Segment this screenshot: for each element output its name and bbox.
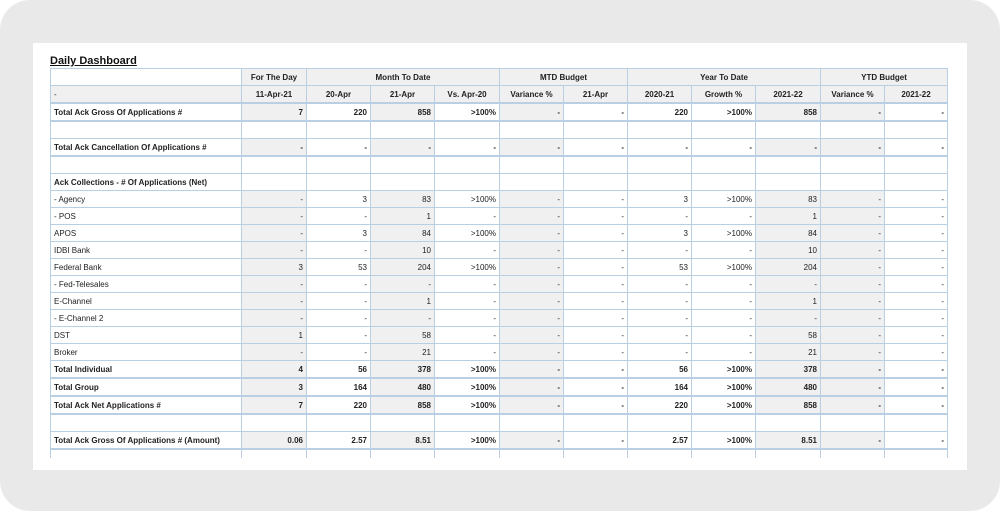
table-cell: 480 xyxy=(371,378,435,396)
table-cell: 84 xyxy=(756,225,821,242)
row-label: Total Individual xyxy=(51,361,242,379)
table-cell: - xyxy=(885,396,948,414)
table-row xyxy=(51,276,948,293)
table-row xyxy=(51,344,948,361)
table-cell: - xyxy=(564,191,628,208)
table-cell: 10 xyxy=(371,242,435,259)
table-cell: - xyxy=(307,344,371,361)
table-cell: - xyxy=(564,208,628,225)
table-cell: - xyxy=(564,276,628,293)
table-cell: - xyxy=(885,139,948,157)
table-cell: 220 xyxy=(628,396,692,414)
table-cell: - xyxy=(500,361,564,379)
table-cell xyxy=(435,156,500,174)
row-label: Broker xyxy=(51,344,242,361)
table-cell: - xyxy=(628,276,692,293)
table-cell: >100% xyxy=(435,361,500,379)
row-label: DST xyxy=(51,327,242,344)
table-cell: 1 xyxy=(371,208,435,225)
table-cell: - xyxy=(500,208,564,225)
table-cell: - xyxy=(628,327,692,344)
table-row xyxy=(51,310,948,327)
table-row xyxy=(51,293,948,310)
table-cell: - xyxy=(564,103,628,121)
table-cell: - xyxy=(564,361,628,379)
table-cell: - xyxy=(885,242,948,259)
table-row xyxy=(51,139,948,157)
table-cell: - xyxy=(435,139,500,157)
table-row xyxy=(51,432,948,450)
table-cell: >100% xyxy=(435,378,500,396)
table-cell xyxy=(435,121,500,139)
column-header: Growth % xyxy=(692,86,756,104)
table-cell: - xyxy=(371,139,435,157)
table-cell: 378 xyxy=(371,361,435,379)
table-cell: - xyxy=(564,432,628,450)
table-cell xyxy=(628,174,692,191)
table-cell: 204 xyxy=(756,259,821,276)
table-cell xyxy=(242,156,307,174)
table-cell: - xyxy=(692,344,756,361)
trailing-row xyxy=(51,449,948,458)
table-cell: - xyxy=(307,310,371,327)
table-cell: 58 xyxy=(371,327,435,344)
table-cell xyxy=(564,174,628,191)
table-row xyxy=(51,208,948,225)
table-cell: - xyxy=(564,139,628,157)
table-cell: - xyxy=(242,344,307,361)
table-cell xyxy=(821,174,885,191)
table-cell xyxy=(371,156,435,174)
table-cell: >100% xyxy=(435,191,500,208)
table-cell: - xyxy=(885,378,948,396)
table-cell: - xyxy=(821,139,885,157)
table-cell: - xyxy=(821,103,885,121)
table-cell: 8.51 xyxy=(756,432,821,450)
table-cell: - xyxy=(821,310,885,327)
table-cell: - xyxy=(435,344,500,361)
table-cell: 56 xyxy=(307,361,371,379)
table-cell: - xyxy=(500,293,564,310)
table-cell: - xyxy=(692,293,756,310)
table-cell: - xyxy=(692,208,756,225)
table-cell: 21 xyxy=(371,344,435,361)
table-cell: - xyxy=(885,191,948,208)
row-label: - Fed-Telesales xyxy=(51,276,242,293)
table-cell: - xyxy=(307,327,371,344)
table-cell: - xyxy=(821,208,885,225)
table-cell: 2.57 xyxy=(628,432,692,450)
table-cell: - xyxy=(500,378,564,396)
table-cell: 164 xyxy=(307,378,371,396)
table-cell: >100% xyxy=(435,432,500,450)
column-header-row xyxy=(51,86,948,104)
table-cell: - xyxy=(756,310,821,327)
table-cell: - xyxy=(307,293,371,310)
table-cell: - xyxy=(500,432,564,450)
table-cell xyxy=(564,449,628,458)
group-header: Month To Date xyxy=(307,69,500,86)
table-cell: - xyxy=(692,276,756,293)
table-cell: - xyxy=(500,191,564,208)
table-row xyxy=(51,396,948,414)
table-cell: - xyxy=(307,208,371,225)
table-cell: - xyxy=(821,344,885,361)
row-label: - E-Channel 2 xyxy=(51,310,242,327)
table-cell: - xyxy=(821,225,885,242)
table-cell xyxy=(500,449,564,458)
table-cell: 378 xyxy=(756,361,821,379)
table-cell: >100% xyxy=(692,396,756,414)
row-label: Federal Bank xyxy=(51,259,242,276)
row-label xyxy=(51,414,242,432)
table-cell: - xyxy=(307,139,371,157)
row-label: Ack Collections - # Of Applications (Net) xyxy=(51,174,242,191)
table-cell: - xyxy=(628,344,692,361)
spacer-row xyxy=(51,121,948,139)
column-header: Variance % xyxy=(500,86,564,104)
table-cell xyxy=(628,449,692,458)
table-cell: 220 xyxy=(307,103,371,121)
table-cell: - xyxy=(371,276,435,293)
column-header: 11-Apr-21 xyxy=(242,86,307,104)
table-cell: - xyxy=(821,276,885,293)
table-cell: 858 xyxy=(371,396,435,414)
table-cell xyxy=(307,414,371,432)
table-cell: 7 xyxy=(242,103,307,121)
table-cell: 53 xyxy=(628,259,692,276)
table-cell xyxy=(821,449,885,458)
group-header-row xyxy=(51,69,948,86)
table-cell: 858 xyxy=(371,103,435,121)
table-cell: 84 xyxy=(371,225,435,242)
group-header: Year To Date xyxy=(628,69,821,86)
table-cell: 3 xyxy=(628,225,692,242)
table-cell: - xyxy=(628,139,692,157)
table-cell: - xyxy=(435,208,500,225)
table-cell: - xyxy=(628,293,692,310)
table-cell xyxy=(885,414,948,432)
table-cell: >100% xyxy=(692,378,756,396)
table-cell: - xyxy=(885,327,948,344)
table-cell xyxy=(307,449,371,458)
row-label: Total Ack Net Applications # xyxy=(51,396,242,414)
table-cell xyxy=(500,174,564,191)
table-cell xyxy=(885,449,948,458)
table-cell xyxy=(885,121,948,139)
table-cell xyxy=(435,174,500,191)
table-cell: - xyxy=(821,259,885,276)
table-row xyxy=(51,174,948,191)
table-cell: 56 xyxy=(628,361,692,379)
table-cell: - xyxy=(564,378,628,396)
table-cell xyxy=(628,156,692,174)
table-cell: - xyxy=(756,276,821,293)
table-cell xyxy=(500,156,564,174)
table-cell: - xyxy=(821,242,885,259)
table-cell xyxy=(371,121,435,139)
table-cell: - xyxy=(564,259,628,276)
table-cell xyxy=(435,449,500,458)
table-cell: - xyxy=(692,327,756,344)
table-cell: - xyxy=(500,276,564,293)
table-cell: 858 xyxy=(756,103,821,121)
table-cell: >100% xyxy=(692,103,756,121)
table-cell: - xyxy=(885,293,948,310)
table-cell: - xyxy=(242,242,307,259)
group-header: MTD Budget xyxy=(500,69,628,86)
table-cell: - xyxy=(242,225,307,242)
table-cell: - xyxy=(885,208,948,225)
row-label: IDBI Bank xyxy=(51,242,242,259)
table-cell xyxy=(371,414,435,432)
table-cell: 1 xyxy=(242,327,307,344)
table-cell: - xyxy=(500,259,564,276)
table-cell xyxy=(692,121,756,139)
table-row xyxy=(51,378,948,396)
table-cell xyxy=(821,156,885,174)
table-cell xyxy=(564,121,628,139)
table-cell xyxy=(500,414,564,432)
table-cell: 58 xyxy=(756,327,821,344)
column-header: 2021-22 xyxy=(885,86,948,104)
table-cell: - xyxy=(821,293,885,310)
table-cell: - xyxy=(242,310,307,327)
table-row xyxy=(51,259,948,276)
table-cell: 7 xyxy=(242,396,307,414)
table-cell xyxy=(242,174,307,191)
page-title: Daily Dashboard xyxy=(50,55,137,67)
table-cell xyxy=(756,121,821,139)
column-header: 2020-21 xyxy=(628,86,692,104)
table-cell: - xyxy=(821,396,885,414)
table-cell: 8.51 xyxy=(371,432,435,450)
table-cell: - xyxy=(692,139,756,157)
table-cell: 53 xyxy=(307,259,371,276)
table-cell: - xyxy=(564,344,628,361)
table-cell xyxy=(692,156,756,174)
table-cell: - xyxy=(821,327,885,344)
table-cell: - xyxy=(885,361,948,379)
table-cell: - xyxy=(821,361,885,379)
table-cell: 0.06 xyxy=(242,432,307,450)
table-cell: - xyxy=(500,327,564,344)
table-cell xyxy=(692,174,756,191)
table-cell: - xyxy=(500,344,564,361)
table-cell: - xyxy=(885,432,948,450)
table-cell: - xyxy=(500,242,564,259)
table-cell xyxy=(371,174,435,191)
table-cell xyxy=(242,449,307,458)
table-cell: 3 xyxy=(628,191,692,208)
table-cell: 10 xyxy=(756,242,821,259)
table-cell: - xyxy=(885,344,948,361)
table-cell: - xyxy=(307,276,371,293)
row-label: Total Group xyxy=(51,378,242,396)
table-cell xyxy=(628,414,692,432)
row-label: - Agency xyxy=(51,191,242,208)
table-cell: >100% xyxy=(692,432,756,450)
group-header-empty xyxy=(51,69,242,86)
table-cell: 83 xyxy=(371,191,435,208)
table-cell: - xyxy=(242,293,307,310)
table-cell: 3 xyxy=(307,225,371,242)
table-cell: - xyxy=(628,310,692,327)
table-cell: 1 xyxy=(371,293,435,310)
column-header: Vs. Apr-20 xyxy=(435,86,500,104)
table-cell xyxy=(628,121,692,139)
table-cell xyxy=(756,156,821,174)
column-header: 20-Apr xyxy=(307,86,371,104)
table-cell: - xyxy=(692,310,756,327)
table-cell: >100% xyxy=(692,259,756,276)
group-header: For The Day xyxy=(242,69,307,86)
table-row xyxy=(51,191,948,208)
table-cell: 164 xyxy=(628,378,692,396)
table-cell: - xyxy=(821,378,885,396)
table-cell: >100% xyxy=(692,361,756,379)
table-cell: - xyxy=(242,208,307,225)
table-cell: 204 xyxy=(371,259,435,276)
table-cell: - xyxy=(435,293,500,310)
table-cell xyxy=(371,449,435,458)
table-cell: - xyxy=(564,396,628,414)
table-cell xyxy=(500,121,564,139)
table-cell: - xyxy=(564,310,628,327)
column-header: 21-Apr xyxy=(371,86,435,104)
column-header: Variance % xyxy=(821,86,885,104)
table-cell: - xyxy=(242,139,307,157)
table-cell: - xyxy=(564,225,628,242)
table-cell xyxy=(692,414,756,432)
table-cell xyxy=(242,414,307,432)
table-cell: 1 xyxy=(756,208,821,225)
table-cell xyxy=(756,449,821,458)
column-header: 2021-22 xyxy=(756,86,821,104)
table-cell: - xyxy=(371,310,435,327)
table-cell: 858 xyxy=(756,396,821,414)
table-cell: - xyxy=(756,139,821,157)
table-cell: - xyxy=(500,103,564,121)
table-cell: >100% xyxy=(435,225,500,242)
row-label xyxy=(51,121,242,139)
table-cell: - xyxy=(435,327,500,344)
table-cell: - xyxy=(500,310,564,327)
column-header: 21-Apr xyxy=(564,86,628,104)
table-cell: 3 xyxy=(242,259,307,276)
row-label: Total Ack Cancellation Of Applications # xyxy=(51,139,242,157)
table-row xyxy=(51,242,948,259)
table-cell: - xyxy=(564,242,628,259)
table-cell: - xyxy=(628,208,692,225)
table-cell: - xyxy=(885,276,948,293)
table-cell: 2.57 xyxy=(307,432,371,450)
table-cell: >100% xyxy=(692,191,756,208)
table-cell: >100% xyxy=(692,225,756,242)
table-cell xyxy=(307,121,371,139)
table-cell: 3 xyxy=(242,378,307,396)
table-cell xyxy=(564,414,628,432)
table-cell xyxy=(435,414,500,432)
group-header: YTD Budget xyxy=(821,69,948,86)
table-cell: - xyxy=(564,327,628,344)
table-cell: - xyxy=(885,259,948,276)
table-cell xyxy=(692,449,756,458)
table-cell xyxy=(307,174,371,191)
table-cell: >100% xyxy=(435,396,500,414)
table-cell: >100% xyxy=(435,259,500,276)
row-label: - POS xyxy=(51,208,242,225)
table-row xyxy=(51,103,948,121)
row-label-header: - xyxy=(51,86,242,104)
table-cell: - xyxy=(500,396,564,414)
table-cell: - xyxy=(435,310,500,327)
table-cell: - xyxy=(564,293,628,310)
row-label: Total Ack Gross Of Applications # xyxy=(51,103,242,121)
dashboard-table xyxy=(50,68,948,458)
table-cell: 4 xyxy=(242,361,307,379)
table-cell xyxy=(885,174,948,191)
table-cell: - xyxy=(242,276,307,293)
table-cell xyxy=(307,156,371,174)
spacer-row xyxy=(51,156,948,174)
table-cell: - xyxy=(885,225,948,242)
table-cell: - xyxy=(435,242,500,259)
dashboard-panel xyxy=(33,43,967,470)
table-cell: - xyxy=(821,191,885,208)
table-row xyxy=(51,225,948,242)
table-cell: - xyxy=(885,310,948,327)
table-cell xyxy=(821,414,885,432)
table-cell xyxy=(756,174,821,191)
table-cell: - xyxy=(500,139,564,157)
table-row xyxy=(51,361,948,379)
table-cell xyxy=(564,156,628,174)
spacer-row xyxy=(51,414,948,432)
table-cell xyxy=(242,121,307,139)
table-cell: 480 xyxy=(756,378,821,396)
table-cell: >100% xyxy=(435,103,500,121)
table-cell: - xyxy=(885,103,948,121)
table-cell: - xyxy=(628,242,692,259)
row-label: E-Channel xyxy=(51,293,242,310)
table-cell xyxy=(885,156,948,174)
table-cell: 21 xyxy=(756,344,821,361)
table-cell xyxy=(51,449,242,458)
table-cell: 3 xyxy=(307,191,371,208)
table-cell: 83 xyxy=(756,191,821,208)
table-cell: - xyxy=(307,242,371,259)
table-cell xyxy=(756,414,821,432)
table-cell: - xyxy=(821,432,885,450)
table-cell: - xyxy=(242,191,307,208)
table-cell: 220 xyxy=(628,103,692,121)
row-label xyxy=(51,156,242,174)
table-row xyxy=(51,327,948,344)
table-cell: - xyxy=(692,242,756,259)
table-cell xyxy=(821,121,885,139)
table-cell: 220 xyxy=(307,396,371,414)
row-label: Total Ack Gross Of Applications # (Amount) xyxy=(51,432,242,450)
table-cell: - xyxy=(500,225,564,242)
table-cell: 1 xyxy=(756,293,821,310)
table-cell: - xyxy=(435,276,500,293)
row-label: APOS xyxy=(51,225,242,242)
